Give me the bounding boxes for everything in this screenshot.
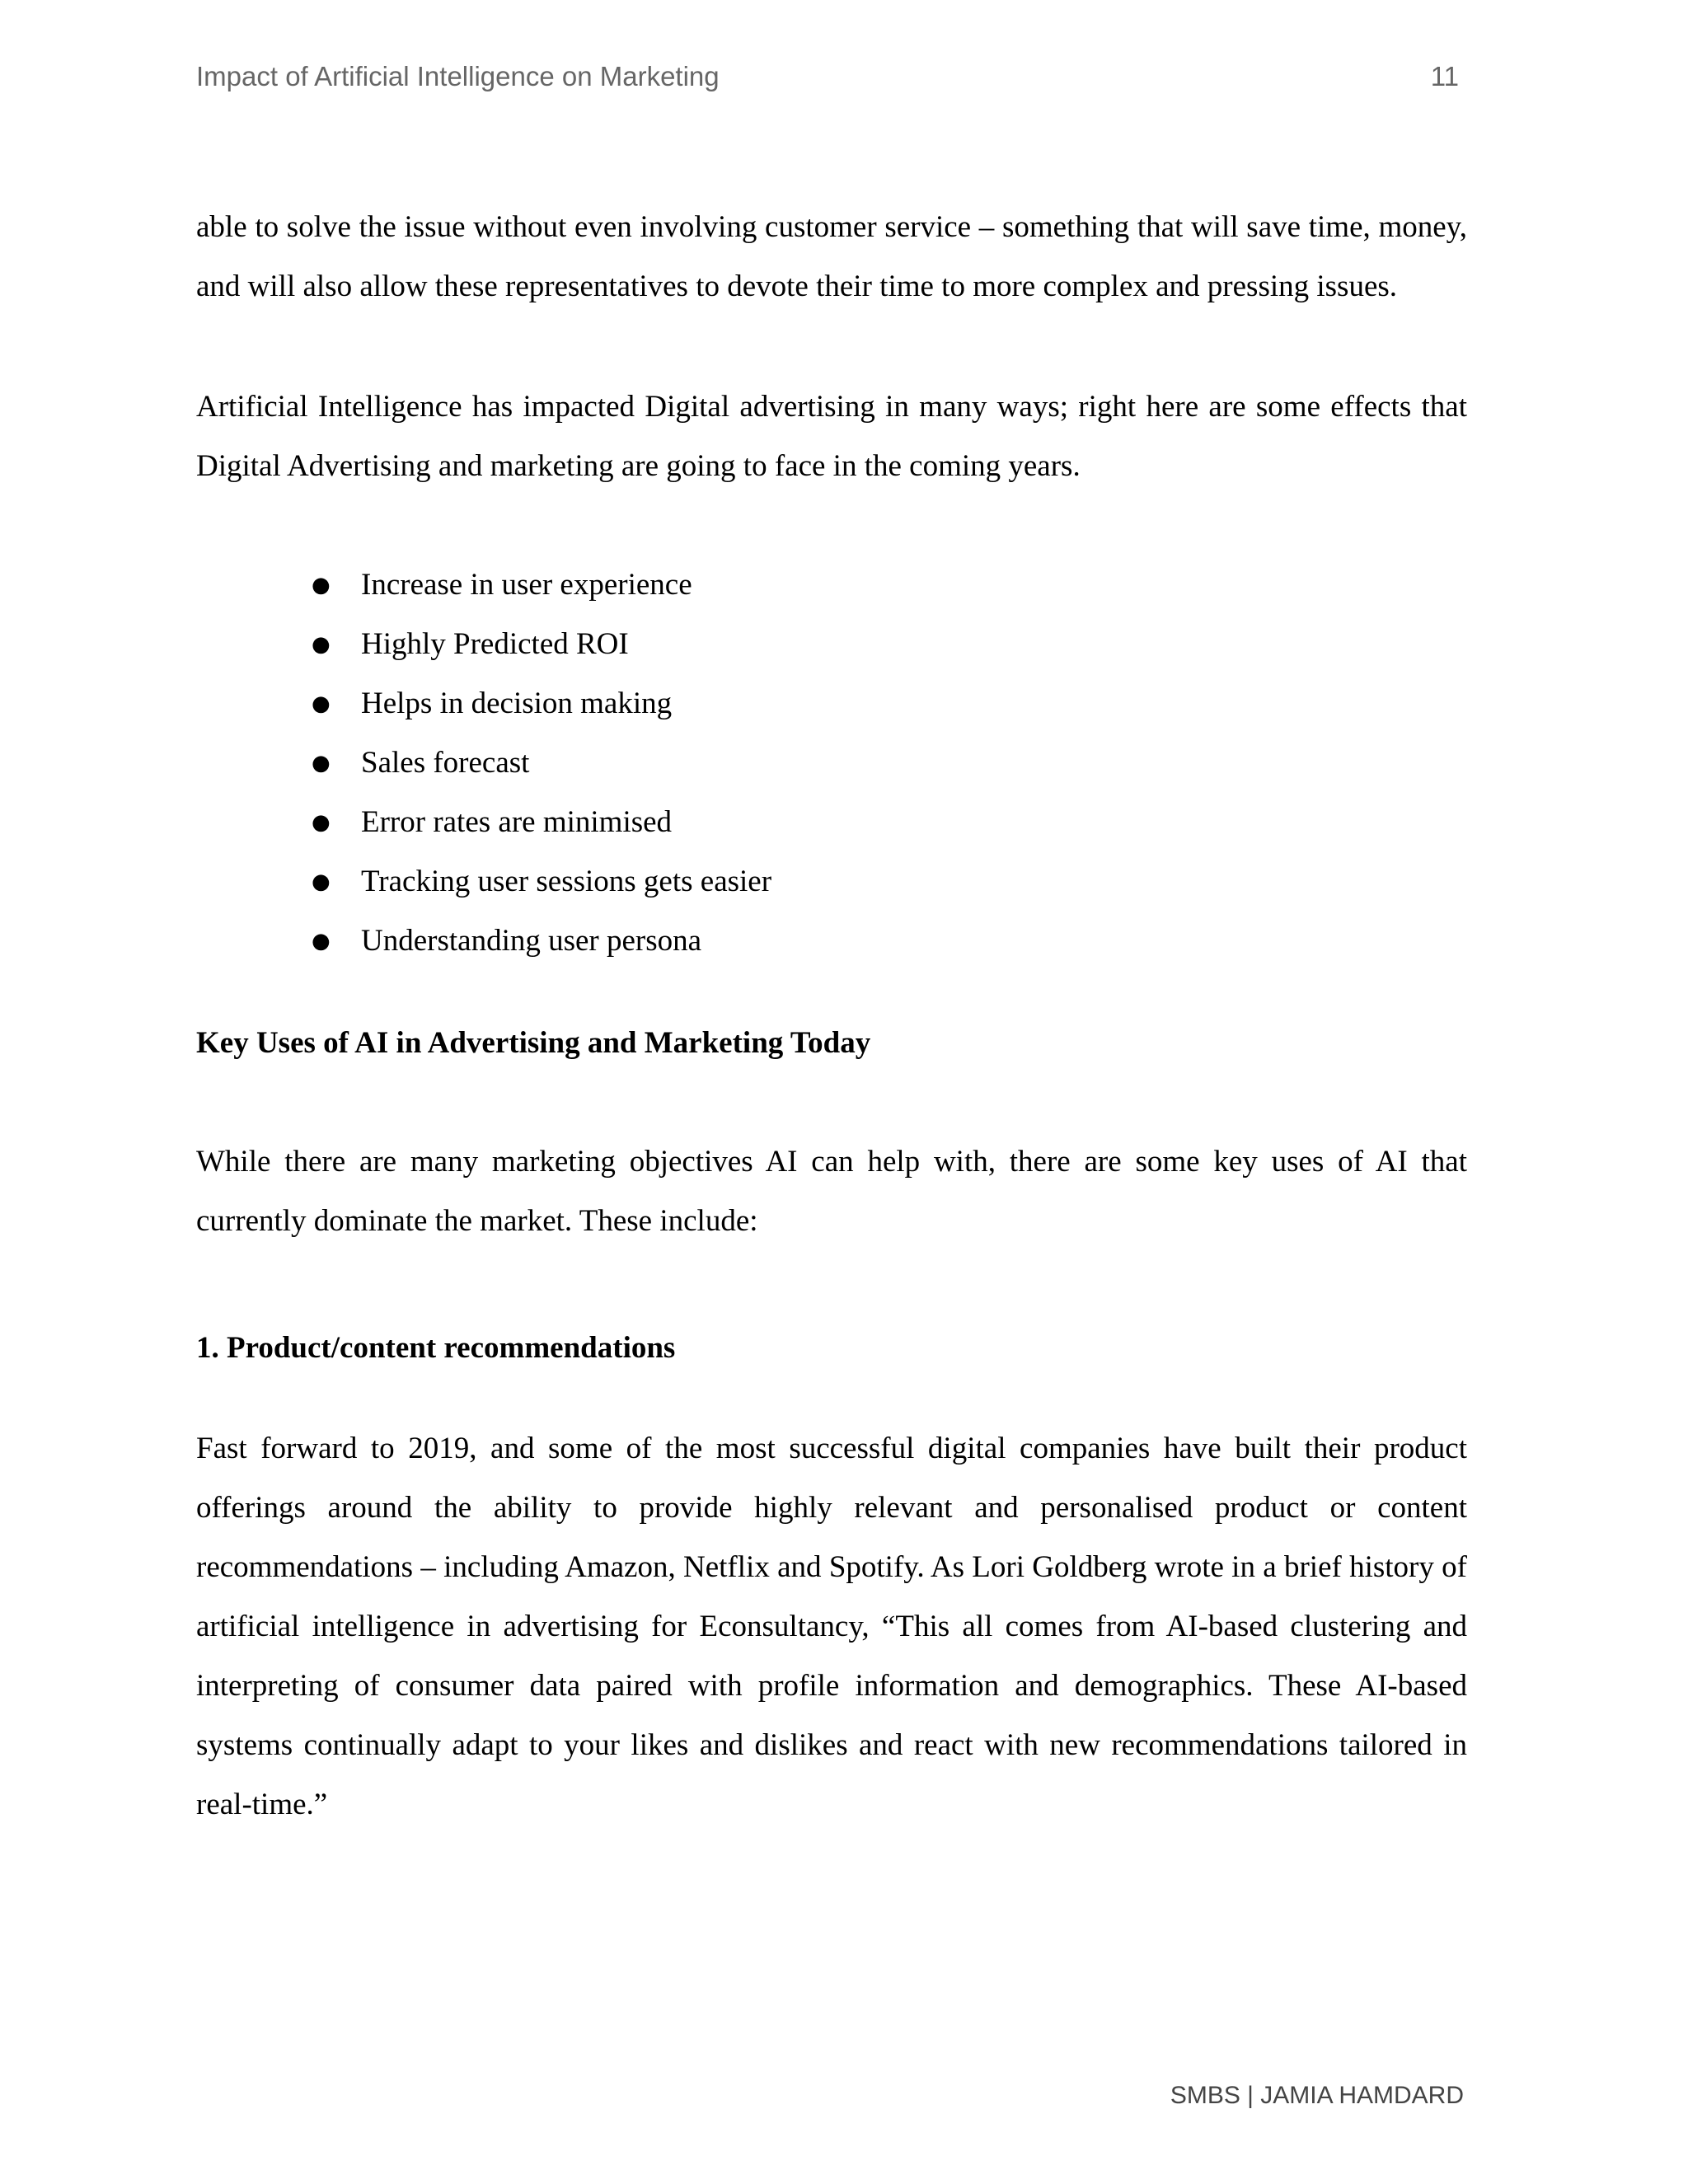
running-header-title: Impact of Artificial Intelligence on Marketing	[196, 61, 720, 91]
effects-bullet-list	[196, 555, 1467, 971]
list-item-text: Understanding user persona	[361, 924, 702, 958]
bullet-icon: ●	[312, 691, 331, 716]
list-item	[196, 912, 1467, 971]
bullet-icon: ●	[312, 869, 331, 894]
list-item-text: Helps in decision making	[361, 687, 673, 720]
subsection-heading-product-recommendations: 1. Product/content recommendations	[196, 1331, 676, 1365]
bullet-icon: ●	[312, 573, 331, 598]
list-item-text: Tracking user sessions gets easier	[361, 865, 772, 898]
paragraph-key-uses-intro: While there are many marketing objectives AI can help with, there are some key uses of AI that currently dominate the market. These include:	[196, 1145, 1467, 1238]
paragraph-product-recommendations: Fast forward to 2019, and some of the most successful digital companies have built their product offerings around the ability to provide highly relevant and personalised product or content recommendations – including Amazon, Netflix and Spotify. As Lori Goldberg wrote in a brief history of artificial intelligence in advertising for Econsultancy, “This all comes from AI-based clustering and interpreting of consumer data paired with profile information and demographics. These AI-based systems continually adapt to your likes and dislikes and react with new recommendations tailored in real-time.”	[196, 1432, 1467, 1821]
list-item	[196, 674, 1467, 733]
section-heading-key-uses: Key Uses of AI in Advertising and Marketing Today	[196, 1026, 871, 1060]
paragraph-customer-service: able to solve the issue without even involving customer service – something that will save time, money, and will also allow these representatives to devote their time to more complex and pressing issues.	[196, 210, 1467, 303]
bullet-icon: ●	[312, 929, 331, 954]
list-item-text: Increase in user experience	[361, 568, 692, 602]
list-item-text: Sales forecast	[361, 746, 530, 780]
bullet-icon: ●	[312, 751, 331, 776]
list-item	[196, 852, 1467, 912]
list-item-text: Highly Predicted ROI	[361, 627, 629, 661]
list-item	[196, 793, 1467, 852]
list-item	[196, 615, 1467, 674]
list-item	[196, 555, 1467, 615]
bullet-icon: ●	[312, 632, 331, 657]
list-item	[196, 733, 1467, 793]
page-body	[196, 198, 1467, 1835]
page-number: 11	[1430, 61, 1459, 91]
page-footer: SMBS | JAMIA HAMDARD	[1170, 2082, 1464, 2109]
paragraph-ai-digital-advertising: Artificial Intelligence has impacted Digital advertising in many ways; right here are some effects that Digital Advertising and marketing are going to face in the coming years.	[196, 390, 1467, 483]
bullet-icon: ●	[312, 810, 331, 835]
list-item-text: Error rates are minimised	[361, 805, 673, 839]
